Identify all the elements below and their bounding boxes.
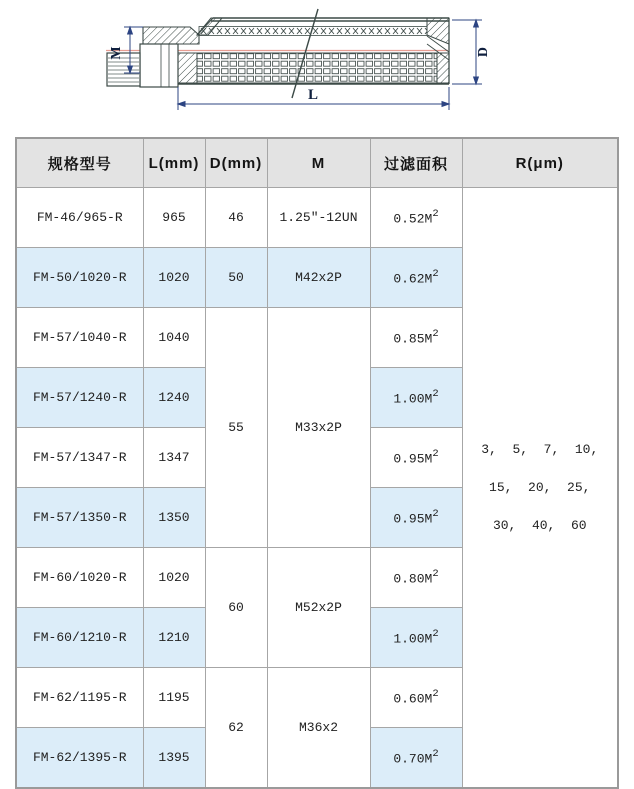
cell-diameter: 55 bbox=[205, 308, 267, 548]
cell-filter-area: $1.00M^2$ bbox=[370, 608, 462, 668]
cell-filter-area: $0.60M^2$ bbox=[370, 668, 462, 728]
cell-thread: 1.25″-12UN bbox=[267, 188, 370, 248]
table-row bbox=[16, 188, 618, 248]
cell-model: FM-60/1210-R bbox=[16, 608, 143, 668]
area-superscript: 2 bbox=[432, 507, 439, 520]
dim-label-m: M bbox=[109, 46, 124, 60]
filter-mesh bbox=[178, 36, 449, 84]
cell-filter-area: $1.00M^2$ bbox=[370, 368, 462, 428]
cell-model: FM-57/1240-R bbox=[16, 368, 143, 428]
filter-element-drawing bbox=[0, 0, 634, 132]
cell-model: FM-60/1020-R bbox=[16, 548, 143, 608]
area-superscript: 2 bbox=[432, 387, 439, 400]
area-superscript: 2 bbox=[432, 687, 439, 700]
cell-length: 1395 bbox=[143, 728, 205, 789]
header-row bbox=[16, 138, 618, 188]
cell-filter-area: $0.80M^2$ bbox=[370, 548, 462, 608]
cell-filter-area: $0.70M^2$ bbox=[370, 728, 462, 789]
spec-table bbox=[15, 137, 619, 789]
cell-filter-area: $0.62M^2$ bbox=[370, 248, 462, 308]
cell-model: FM-46/965-R bbox=[16, 188, 143, 248]
cell-model: FM-57/1350-R bbox=[16, 488, 143, 548]
cell-diameter: 62 bbox=[205, 668, 267, 789]
dim-label-d: D bbox=[476, 46, 491, 58]
cell-diameter: 46 bbox=[205, 188, 267, 248]
micron-line: 3, 5, 7, 10, bbox=[481, 441, 599, 457]
cell-micron-ratings bbox=[462, 188, 618, 789]
header-filter-area: 过滤面积 bbox=[370, 138, 462, 188]
cell-filter-area: $0.85M^2$ bbox=[370, 308, 462, 368]
dim-label-l: L bbox=[307, 87, 319, 103]
cell-model: FM-62/1195-R bbox=[16, 668, 143, 728]
area-superscript: 2 bbox=[432, 267, 439, 280]
area-superscript: 2 bbox=[432, 207, 439, 220]
cell-length: 1210 bbox=[143, 608, 205, 668]
cell-thread: M42x2P bbox=[267, 248, 370, 308]
header-model: 规格型号 bbox=[16, 138, 143, 188]
area-superscript: 2 bbox=[432, 447, 439, 460]
cell-length: 1240 bbox=[143, 368, 205, 428]
cell-filter-area: $0.95M^2$ bbox=[370, 488, 462, 548]
cell-length: 1195 bbox=[143, 668, 205, 728]
cell-model: FM-50/1020-R bbox=[16, 248, 143, 308]
cell-model: FM-57/1040-R bbox=[16, 308, 143, 368]
header-micron-rating: R(μm) bbox=[462, 138, 618, 188]
area-superscript: 2 bbox=[432, 567, 439, 580]
cell-thread: M33x2P bbox=[267, 308, 370, 548]
area-superscript: 2 bbox=[432, 327, 439, 340]
cell-length: 1020 bbox=[143, 548, 205, 608]
cell-model: FM-62/1395-R bbox=[16, 728, 143, 789]
dimension-l bbox=[178, 87, 449, 110]
cell-length: 1040 bbox=[143, 308, 205, 368]
cell-thread: M52x2P bbox=[267, 548, 370, 668]
cell-thread: M36x2 bbox=[267, 668, 370, 789]
area-superscript: 2 bbox=[432, 747, 439, 760]
cell-length: 1350 bbox=[143, 488, 205, 548]
header-diameter: D(mm) bbox=[205, 138, 267, 188]
cell-filter-area: $0.95M^2$ bbox=[370, 428, 462, 488]
cell-length: 1347 bbox=[143, 428, 205, 488]
cell-diameter: 50 bbox=[205, 248, 267, 308]
header-thread: M bbox=[267, 138, 370, 188]
cell-length: 1020 bbox=[143, 248, 205, 308]
cell-filter-area: $0.52M^2$ bbox=[370, 188, 462, 248]
micron-line: 15, 20, 25, bbox=[489, 479, 591, 495]
micron-line: 30, 40, 60 bbox=[492, 517, 587, 533]
area-superscript: 2 bbox=[432, 627, 439, 640]
cell-diameter: 60 bbox=[205, 548, 267, 668]
cell-length: 965 bbox=[143, 188, 205, 248]
dimension-d bbox=[452, 20, 491, 84]
header-length: L(mm) bbox=[143, 138, 205, 188]
cell-model: FM-57/1347-R bbox=[16, 428, 143, 488]
